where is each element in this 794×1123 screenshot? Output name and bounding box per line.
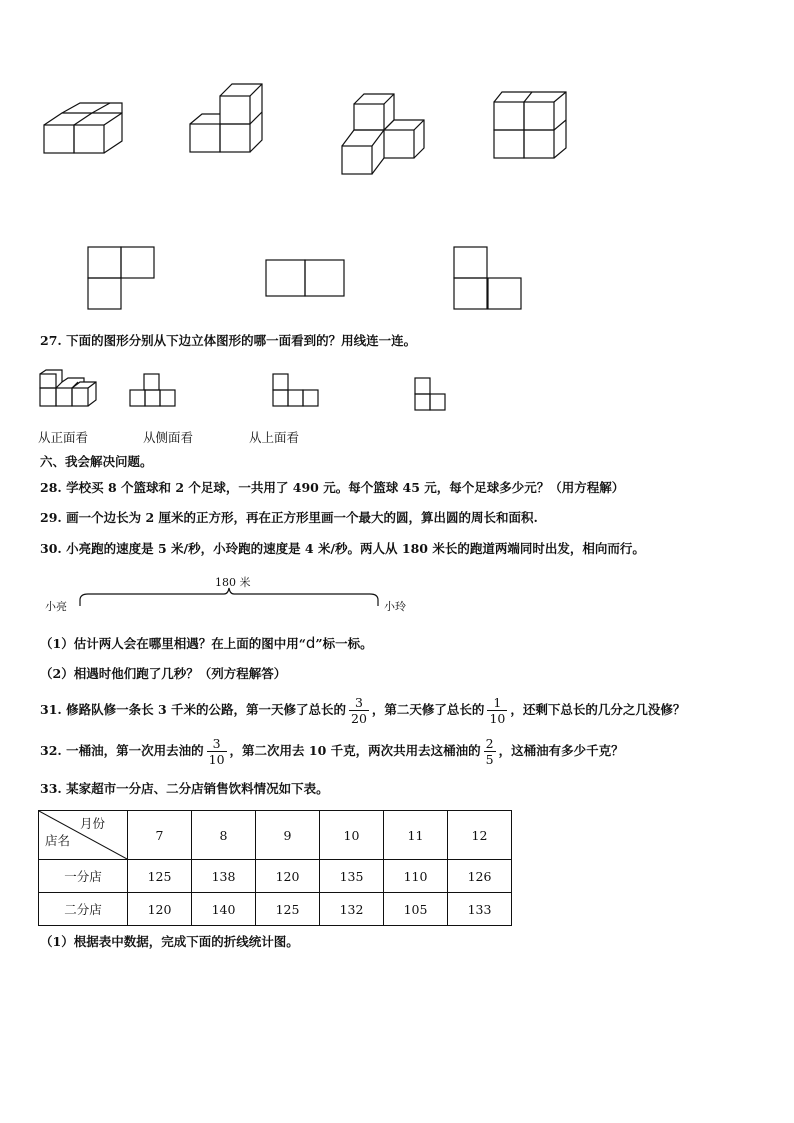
question-29 <box>40 510 538 526</box>
store-name: 一分店 <box>39 860 128 893</box>
month-header: 11 <box>384 811 448 860</box>
table-header-row <box>39 811 512 860</box>
view-label-front: 从正面看 <box>38 430 89 445</box>
question-30-sub1: （1）估计两人会在哪里相遇？在上面的图中用“d”标一标。 <box>40 634 373 652</box>
question-number: 28. <box>40 480 62 495</box>
view-label-top: 从上面看 <box>249 430 300 445</box>
fraction-1-10: $\frac{1}{10}$ <box>489 695 506 726</box>
table-cell: 125 <box>128 860 192 893</box>
flat-view-2 <box>264 258 349 300</box>
solid-figure-4 <box>490 88 575 163</box>
question-number: 31. <box>40 702 62 717</box>
month-header: 7 <box>128 811 192 860</box>
table-row <box>39 893 512 926</box>
q27-view-a <box>128 372 180 412</box>
table-cell: 110 <box>384 860 448 893</box>
question-28 <box>40 480 624 496</box>
question-text: 某家超市一分店、二分店销售饮料情况如下表。 <box>66 781 329 796</box>
q27-view-b <box>271 372 323 412</box>
fraction-3-20: $\frac{3}{20}$ <box>351 695 367 726</box>
question-text: 学校买 8 个篮球和 2 个足球，一共用了 490 元。每个篮球 45 元，每个足球多少元？（用方程解） <box>66 480 625 495</box>
solid-figure-1 <box>40 95 130 160</box>
table-cell: 133 <box>448 893 512 926</box>
section-title: 六、我会解决问题。 <box>40 454 153 469</box>
question-number: 33. <box>40 781 62 796</box>
question-30 <box>40 541 645 557</box>
table-cell: 140 <box>192 893 256 926</box>
question-text: 下面的图形分别从下边立体图形的哪一面看到的？用线连一连。 <box>66 333 417 348</box>
question-32: 32. 一桶油，第一次用去油的 $\frac{3}{10}$ ，第二次用去 10 千克，两次共用去这桶油的 $\frac{2}{5}$ ，这桶油有多少千克？ <box>40 736 624 767</box>
track-diagram <box>76 586 382 610</box>
table-cell: 138 <box>192 860 256 893</box>
fraction-2-5: $\frac{2}{5}$ <box>485 736 494 767</box>
table-cell: 125 <box>256 893 320 926</box>
sales-table <box>38 810 512 926</box>
store-name: 二分店 <box>39 893 128 926</box>
month-header: 8 <box>192 811 256 860</box>
view-label-side: 从侧面看 <box>143 430 194 445</box>
question-33-sub1: （1）根据表中数据，完成下面的折线统计图。 <box>40 934 299 949</box>
question-number: 32. <box>40 743 62 758</box>
question-30-sub2: （2）相遇时他们跑了几秒？（列方程解答） <box>40 666 287 681</box>
meeting-mark: d <box>305 634 316 652</box>
table-cell: 120 <box>128 893 192 926</box>
question-text: 小亮跑的速度是 5 米/秒，小玲跑的速度是 4 米/秒。两人从 180 米长的跑道两端同时出发，相向而行。 <box>66 541 645 556</box>
table-row <box>39 860 512 893</box>
month-header: 12 <box>448 811 512 860</box>
question-31: 31. 修路队修一条长 3 千米的公路，第一天修了总长的 $\frac{3}{20}$ ，第二天修了总长的 $\frac{1}{10}$ ，还剩下总长的几分之几没修？ <box>40 695 686 726</box>
solid-figure-2 <box>188 80 268 160</box>
table-diagonal-header: 月份 店名 <box>39 811 128 860</box>
table-cell: 105 <box>384 893 448 926</box>
question-number: 29. <box>40 510 62 525</box>
q27-view-c <box>413 372 453 414</box>
table-cell: 120 <box>256 860 320 893</box>
table-cell: 126 <box>448 860 512 893</box>
month-header: 9 <box>256 811 320 860</box>
question-33 <box>40 781 329 797</box>
question-27 <box>40 333 416 349</box>
flat-view-1 <box>86 245 161 315</box>
track-left-name: 小亮 <box>45 600 67 613</box>
month-header: 10 <box>320 811 384 860</box>
fraction-3-10: $\frac{3}{10}$ <box>208 736 225 767</box>
q27-solid <box>38 368 103 413</box>
question-text: 画一个边长为 2 厘米的正方形，再在正方形里画一个最大的圆，算出圆的周长和面积. <box>66 510 538 525</box>
flat-view-3 <box>452 245 527 315</box>
track-right-name: 小玲 <box>384 600 406 613</box>
question-number: 27. <box>40 333 62 348</box>
question-number: 30. <box>40 541 62 556</box>
table-cell: 132 <box>320 893 384 926</box>
table-cell: 135 <box>320 860 384 893</box>
track-length-label: 180 米 <box>215 576 251 589</box>
solid-figure-3 <box>338 90 428 180</box>
